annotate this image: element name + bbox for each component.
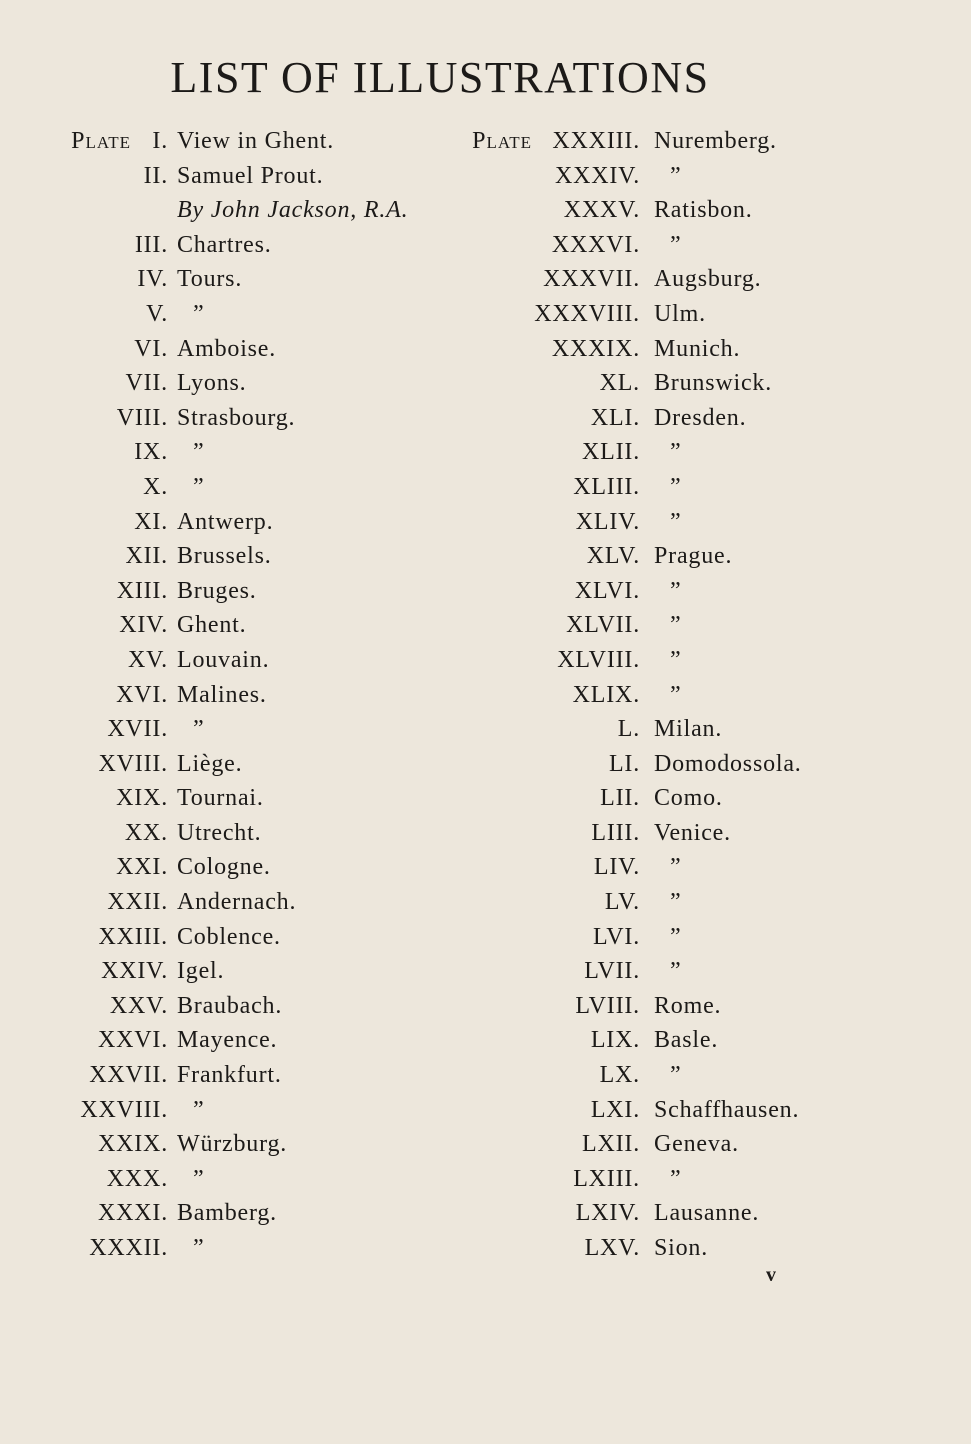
plate-entry	[0, 124, 460, 159]
plate-entry	[440, 1127, 900, 1162]
plate-number: XXIII.	[98, 923, 168, 950]
plate-entry	[440, 1093, 900, 1128]
ditto-mark: ”	[193, 300, 205, 327]
plate-number: XVIII.	[98, 750, 168, 777]
plate-title: Sion.	[654, 1235, 709, 1261]
plate-title: Louvain.	[177, 646, 270, 673]
plate-entry	[440, 366, 900, 401]
plate-entry	[440, 435, 900, 470]
right-plate-list	[440, 124, 900, 1266]
ditto-mark: ”	[670, 577, 682, 604]
plate-number: XXXV.	[563, 197, 640, 224]
ditto-mark: ”	[670, 923, 682, 950]
plate-number: XXIV.	[101, 958, 168, 985]
plate-title: Mayence.	[177, 1027, 278, 1054]
plate-entry	[440, 608, 900, 643]
plate-number: L.	[617, 716, 640, 743]
plate-title: Rome.	[654, 992, 722, 1019]
plate-entry	[440, 816, 900, 851]
plate-title: Tournai.	[177, 785, 264, 812]
plate-title: Geneva.	[654, 1131, 739, 1158]
plate-entry	[0, 920, 460, 955]
plate-number: XXV.	[109, 992, 168, 1019]
ditto-mark: ”	[670, 231, 682, 258]
plate-title: Samuel Prout.	[177, 162, 324, 189]
plate-title: View in Ghent.	[177, 128, 335, 154]
plate-word: Plate	[71, 128, 131, 154]
plate-entry	[440, 470, 900, 505]
plate-entry	[440, 920, 900, 955]
plate-number: XXII.	[107, 889, 168, 916]
ditto-mark: ”	[670, 889, 682, 916]
plate-number: LII.	[600, 785, 640, 812]
plate-number: XXVII.	[89, 1062, 168, 1089]
ditto-mark: ”	[670, 162, 682, 189]
plate-entry	[0, 505, 460, 540]
plate-entry	[440, 747, 900, 782]
plate-title: Amboise.	[177, 335, 277, 362]
plate-entry	[0, 297, 460, 332]
plate-number: V.	[146, 300, 168, 327]
ditto-mark: ”	[670, 681, 682, 708]
plate-title: Braubach.	[177, 992, 283, 1019]
plate-title: Würzburg.	[177, 1131, 288, 1158]
plate-title: Munich.	[654, 335, 741, 362]
plate-number: I.	[152, 128, 168, 154]
plate-number: LXI.	[590, 1096, 640, 1123]
plate-entry	[0, 1196, 460, 1231]
ditto-mark: ”	[193, 1165, 205, 1192]
plate-entry	[0, 954, 460, 989]
plate-entry	[0, 1127, 460, 1162]
plate-entry	[440, 712, 900, 747]
plate-number: LIV.	[593, 854, 640, 881]
page-number: v	[766, 1264, 776, 1286]
plate-number: IV.	[137, 266, 168, 293]
plate-title: Ghent.	[177, 612, 247, 639]
plate-number: XXVI.	[98, 1027, 168, 1054]
plate-entry	[440, 989, 900, 1024]
plate-entry	[440, 505, 900, 540]
ditto-mark: ”	[193, 473, 205, 500]
plate-number: VI.	[134, 335, 168, 362]
plate-number: III.	[134, 231, 168, 258]
plate-title: Malines.	[177, 681, 267, 708]
plate-number: LI.	[608, 750, 640, 777]
plate-entry	[440, 1058, 900, 1093]
plate-credit: By John Jackson, R.A.	[177, 197, 409, 224]
plate-number: XLVI.	[574, 577, 640, 604]
plate-number: LVI.	[593, 923, 640, 950]
plate-number: LIX.	[590, 1027, 640, 1054]
plate-entry	[0, 1162, 460, 1197]
plate-number: XXVIII.	[80, 1096, 168, 1123]
plate-title: Coblence.	[177, 923, 281, 950]
plate-title: Tours.	[177, 266, 243, 293]
plate-number: LX.	[599, 1062, 640, 1089]
plate-number: XLIV.	[575, 508, 640, 535]
plate-number: XVI.	[116, 681, 168, 708]
plate-entry	[0, 159, 460, 194]
plate-number: XII.	[125, 543, 168, 570]
plate-title: Brussels.	[177, 543, 272, 570]
plate-title: Strasbourg.	[177, 404, 296, 431]
plate-entry	[440, 678, 900, 713]
plate-entry	[440, 1231, 900, 1266]
plate-title: Bruges.	[177, 577, 257, 604]
plate-number: XXXVIII.	[534, 300, 640, 327]
plate-title: Schaffhausen.	[654, 1096, 800, 1123]
plate-entry	[0, 781, 460, 816]
plate-number: XLIII.	[573, 473, 640, 500]
plate-number: XV.	[128, 646, 168, 673]
plate-title: Augsburg.	[654, 266, 762, 293]
plate-entry	[0, 435, 460, 470]
plate-entry	[0, 228, 460, 263]
plate-entry	[0, 193, 460, 228]
plate-number: LIII.	[591, 819, 640, 846]
plate-number: XIX.	[116, 785, 168, 812]
ditto-mark: ”	[670, 646, 682, 673]
plate-number: XIII.	[116, 577, 168, 604]
plate-entry	[0, 1023, 460, 1058]
plate-number: XL.	[599, 370, 640, 397]
left-plate-list	[0, 124, 460, 1266]
plate-number: XXXI.	[98, 1200, 168, 1227]
plate-entry	[440, 1023, 900, 1058]
plate-title: Nuremberg.	[654, 128, 777, 154]
plate-entry	[440, 1196, 900, 1231]
plate-number: XXXIV.	[554, 162, 640, 189]
plate-entry	[440, 159, 900, 194]
plate-entry	[0, 816, 460, 851]
plate-entry	[440, 401, 900, 436]
plate-entry	[0, 366, 460, 401]
plate-title: Liège.	[177, 750, 243, 777]
plate-number: LXIV.	[575, 1200, 640, 1227]
plate-entry	[0, 608, 460, 643]
plate-title: Frankfurt.	[177, 1062, 282, 1089]
plate-entry	[0, 747, 460, 782]
plate-entry	[440, 574, 900, 609]
ditto-mark: ”	[670, 1062, 682, 1089]
plate-title: Basle.	[654, 1027, 719, 1054]
plate-title: Brunswick.	[654, 370, 772, 397]
plate-title: Milan.	[654, 716, 723, 743]
plate-number: XXXVI.	[551, 231, 640, 258]
plate-number: X.	[143, 473, 168, 500]
plate-title: Lausanne.	[654, 1200, 760, 1227]
plate-number: XXXII.	[89, 1235, 168, 1261]
plate-entry	[0, 678, 460, 713]
plate-number: IX.	[134, 439, 168, 466]
plate-number: XXXIII.	[552, 128, 640, 154]
plate-entry	[440, 124, 900, 159]
ditto-mark: ”	[193, 716, 205, 743]
plate-number: XXXVII.	[543, 266, 640, 293]
plate-number: XXXIX.	[551, 335, 640, 362]
plate-title: Dresden.	[654, 404, 747, 431]
plate-number: XLV.	[586, 543, 640, 570]
plate-word: Plate	[472, 128, 532, 154]
plate-entry	[0, 885, 460, 920]
plate-entry	[0, 850, 460, 885]
plate-entry	[0, 539, 460, 574]
plate-number: XLII.	[582, 439, 640, 466]
plate-entry	[0, 470, 460, 505]
plate-number: LVIII.	[575, 992, 640, 1019]
plate-number: XI.	[134, 508, 168, 535]
plate-entry	[440, 193, 900, 228]
ditto-mark: ”	[670, 473, 682, 500]
ditto-mark: ”	[670, 958, 682, 985]
plate-entry	[0, 574, 460, 609]
plate-number: LVII.	[584, 958, 640, 985]
plate-number: XX.	[124, 819, 168, 846]
plate-entry	[440, 262, 900, 297]
plate-number: XLIX.	[572, 681, 640, 708]
plate-entry	[440, 539, 900, 574]
plate-entry	[0, 332, 460, 367]
plate-entry	[440, 781, 900, 816]
plate-title: Ratisbon.	[654, 197, 753, 224]
ditto-mark: ”	[670, 612, 682, 639]
plate-entry	[0, 1058, 460, 1093]
plate-title: Como.	[654, 785, 723, 812]
plate-title: Lyons.	[177, 370, 247, 397]
plate-entry	[440, 885, 900, 920]
plate-title: Antwerp.	[177, 508, 274, 535]
plate-title: Chartres.	[177, 231, 272, 258]
plate-number: XXX.	[106, 1165, 168, 1192]
plate-entry	[440, 1162, 900, 1197]
plate-entry	[440, 228, 900, 263]
plate-number: XIV.	[119, 612, 168, 639]
plate-entry	[440, 297, 900, 332]
ditto-mark: ”	[193, 439, 205, 466]
plate-number: LXIII.	[573, 1165, 640, 1192]
plate-title: Igel.	[177, 958, 225, 985]
plate-number: II.	[143, 162, 168, 189]
ditto-mark: ”	[670, 439, 682, 466]
plate-number: XLVII.	[566, 612, 640, 639]
page-title: LIST OF ILLUSTRATIONS	[170, 53, 710, 102]
ditto-mark: ”	[670, 854, 682, 881]
plate-entry	[440, 332, 900, 367]
plate-title: Cologne.	[177, 854, 271, 881]
plate-entry	[0, 643, 460, 678]
plate-number: VIII.	[116, 404, 168, 431]
plate-number: LV.	[604, 889, 640, 916]
plate-entry	[0, 262, 460, 297]
plate-number: XVII.	[107, 716, 168, 743]
plate-entry	[0, 1093, 460, 1128]
plate-entry	[0, 401, 460, 436]
plate-number: XXI.	[116, 854, 168, 881]
plate-number: LXV.	[584, 1235, 640, 1261]
plate-number: XLI.	[590, 404, 640, 431]
plate-entry	[440, 954, 900, 989]
plate-entry	[0, 712, 460, 747]
plate-title: Andernach.	[177, 889, 297, 916]
plate-number: XLVIII.	[557, 646, 640, 673]
plate-title: Venice.	[654, 819, 731, 846]
plate-title: Utrecht.	[177, 819, 262, 846]
plate-title: Bamberg.	[177, 1200, 277, 1227]
plate-number: LXII.	[582, 1131, 640, 1158]
plate-number: VII.	[125, 370, 168, 397]
plate-title: Domodossola.	[654, 750, 802, 777]
ditto-mark: ”	[670, 508, 682, 535]
plate-title: Prague.	[654, 543, 733, 570]
ditto-mark: ”	[193, 1096, 205, 1123]
plate-entry	[440, 643, 900, 678]
plate-entry	[0, 1231, 460, 1266]
ditto-mark: ”	[670, 1165, 682, 1192]
plate-entry	[440, 850, 900, 885]
plate-number: XXIX.	[98, 1131, 168, 1158]
ditto-mark: ”	[193, 1235, 205, 1261]
plate-title: Ulm.	[654, 300, 706, 327]
plate-entry	[0, 989, 460, 1024]
